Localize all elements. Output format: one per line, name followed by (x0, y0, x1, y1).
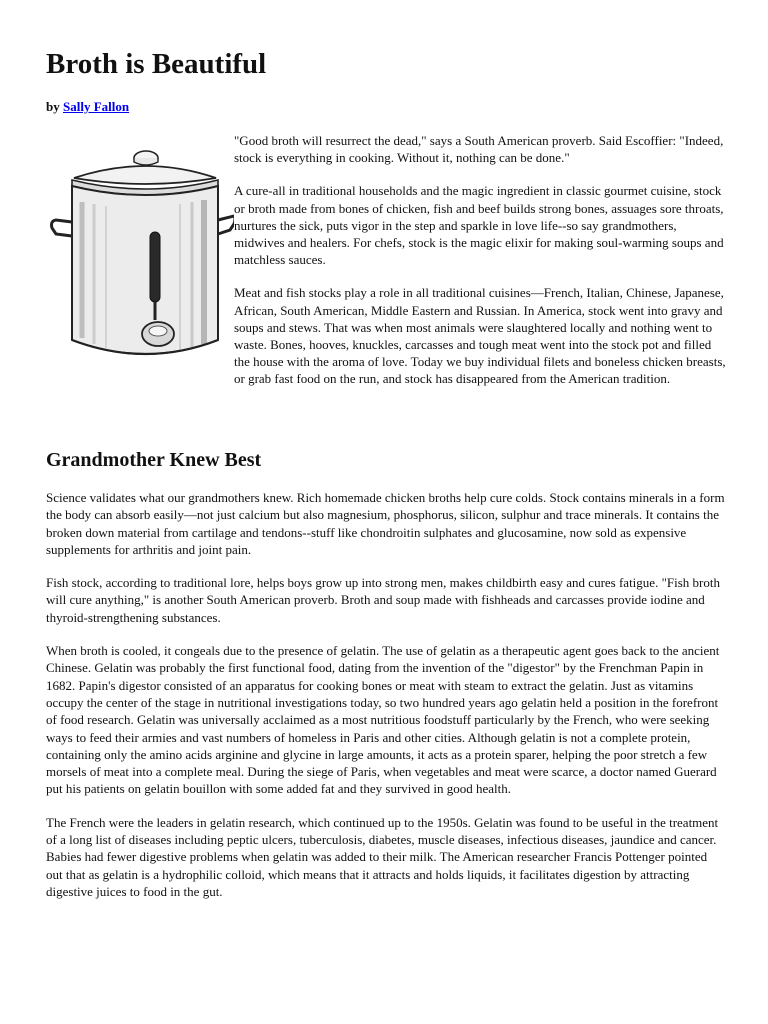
stock-pot-with-ladle-icon (46, 132, 234, 368)
section-paragraph-2: Fish stock, according to traditional lore, helps boys grow up into strong men, makes childbirth easy and cures fatigue. "Fish broth will cure anything," is another South American proverb. Broth and soup made with fishheads and carcasses provide iodine and thyroid-strengthening substances. (46, 575, 720, 625)
author-link[interactable]: Sally Fallon (62, 99, 130, 114)
intro-section (46, 132, 726, 404)
intro-paragraph-3: Meat and fish stocks play a role in all traditional cuisines—French, Italian, Chinese, Japanese, African, South American, Middle Eastern and Russian. In America, stock went into gravy and soups and stews. That was when most animals were slaughtered locally and nothing went to waste. Bones, hooves, knuckles, carcasses and tough meat went into the stock pot and filled the house with the aroma of love. Today we buy individual filets and boneless chicken breasts, or grab fast food on the run, and stock has disappeared from the American tradition. (234, 285, 726, 387)
byline-label: by (46, 99, 60, 114)
byline (46, 98, 129, 116)
section-paragraph-3: When broth is cooled, it congeals due to the presence of gelatin. The use of gelatin as a therapeutic agent goes back to the ancient Chinese. Gelatin was probably the first functional food, dating from the invention of the "digestor" by the Frenchman Papin in 1682. Papin's digestor consisted of an apparatus for cooking bones or meat with steam to extract the gelatin. Just as vitamins occupy the center of the stage in nutritional investigations today, so two hundred years ago gelatin held a position in the forefront of food research. Gelatin was universally acclaimed as a most nutritious foodstuff particularly by the French, who were seeking ways to feed their armies and vast numbers of homeless in Paris and other cities. Although gelatin is not a complete protein, containing only the amino acids arginine and glycine in large amounts, it acts as a protein sparer, helping the poor stretch a few morsels of meat into a complete meal. During the siege of Paris, when vegetables and meat were scarce, a doctor named Guerard put his patients on gelatin bouillon with some added fat and they survived in good health. (46, 643, 720, 797)
section-paragraph-4: The French were the leaders in gelatin research, which continued up to the 1950s. Gelatin was found to be useful in the treatment of a long list of diseases including peptic ulcers, tuberculosis, diabetes, muscle diseases, infectious diseases, jaundice and cancer. Babies had fewer digestive problems when gelatin was added to their milk. The American researcher Francis Pottenger pointed out that as gelatin is a hydrophilic colloid, which means that it attracts and holds liquids, it facilitates digestion by attracting digestive juices to food in the gut. (46, 814, 719, 899)
section-paragraph-1: Science validates what our grandmothers knew. Rich homemade chicken broths help cure colds. Stock contains minerals in a form the body can absorb easily—not just calcium but also magnesium, phosphorus, silicon, sulphur and trace minerals. It contains the broken down material from cartilage and tendons--stuff like chondroitin sulphates and glucosamine, now sold as expensive supplements for arthritis and joint pain. (46, 490, 725, 557)
section-heading: Grandmother Knew Best (46, 449, 262, 471)
intro-paragraph-1: "Good broth will resurrect the dead," says a South American proverb. Said Escoffier: "Indeed, stock is everything in cooking. Without it, nothing can be done." (234, 133, 724, 166)
section-body (46, 489, 726, 916)
intro-paragraph-2: A cure-all in traditional households and the magic ingredient in classic gourmet cuisine, stock or broth made from bones of chicken, fish and beef builds strong bones, assuages sore throats, nurtures the sick, puts vigor in the step and sparkle in love life--so say grandmothers, midwives and healers. For chefs, stock is the magic elixir for making soul-warming soups and matchless sauces. (234, 183, 724, 268)
article-title: Broth is Beautiful (46, 48, 267, 80)
